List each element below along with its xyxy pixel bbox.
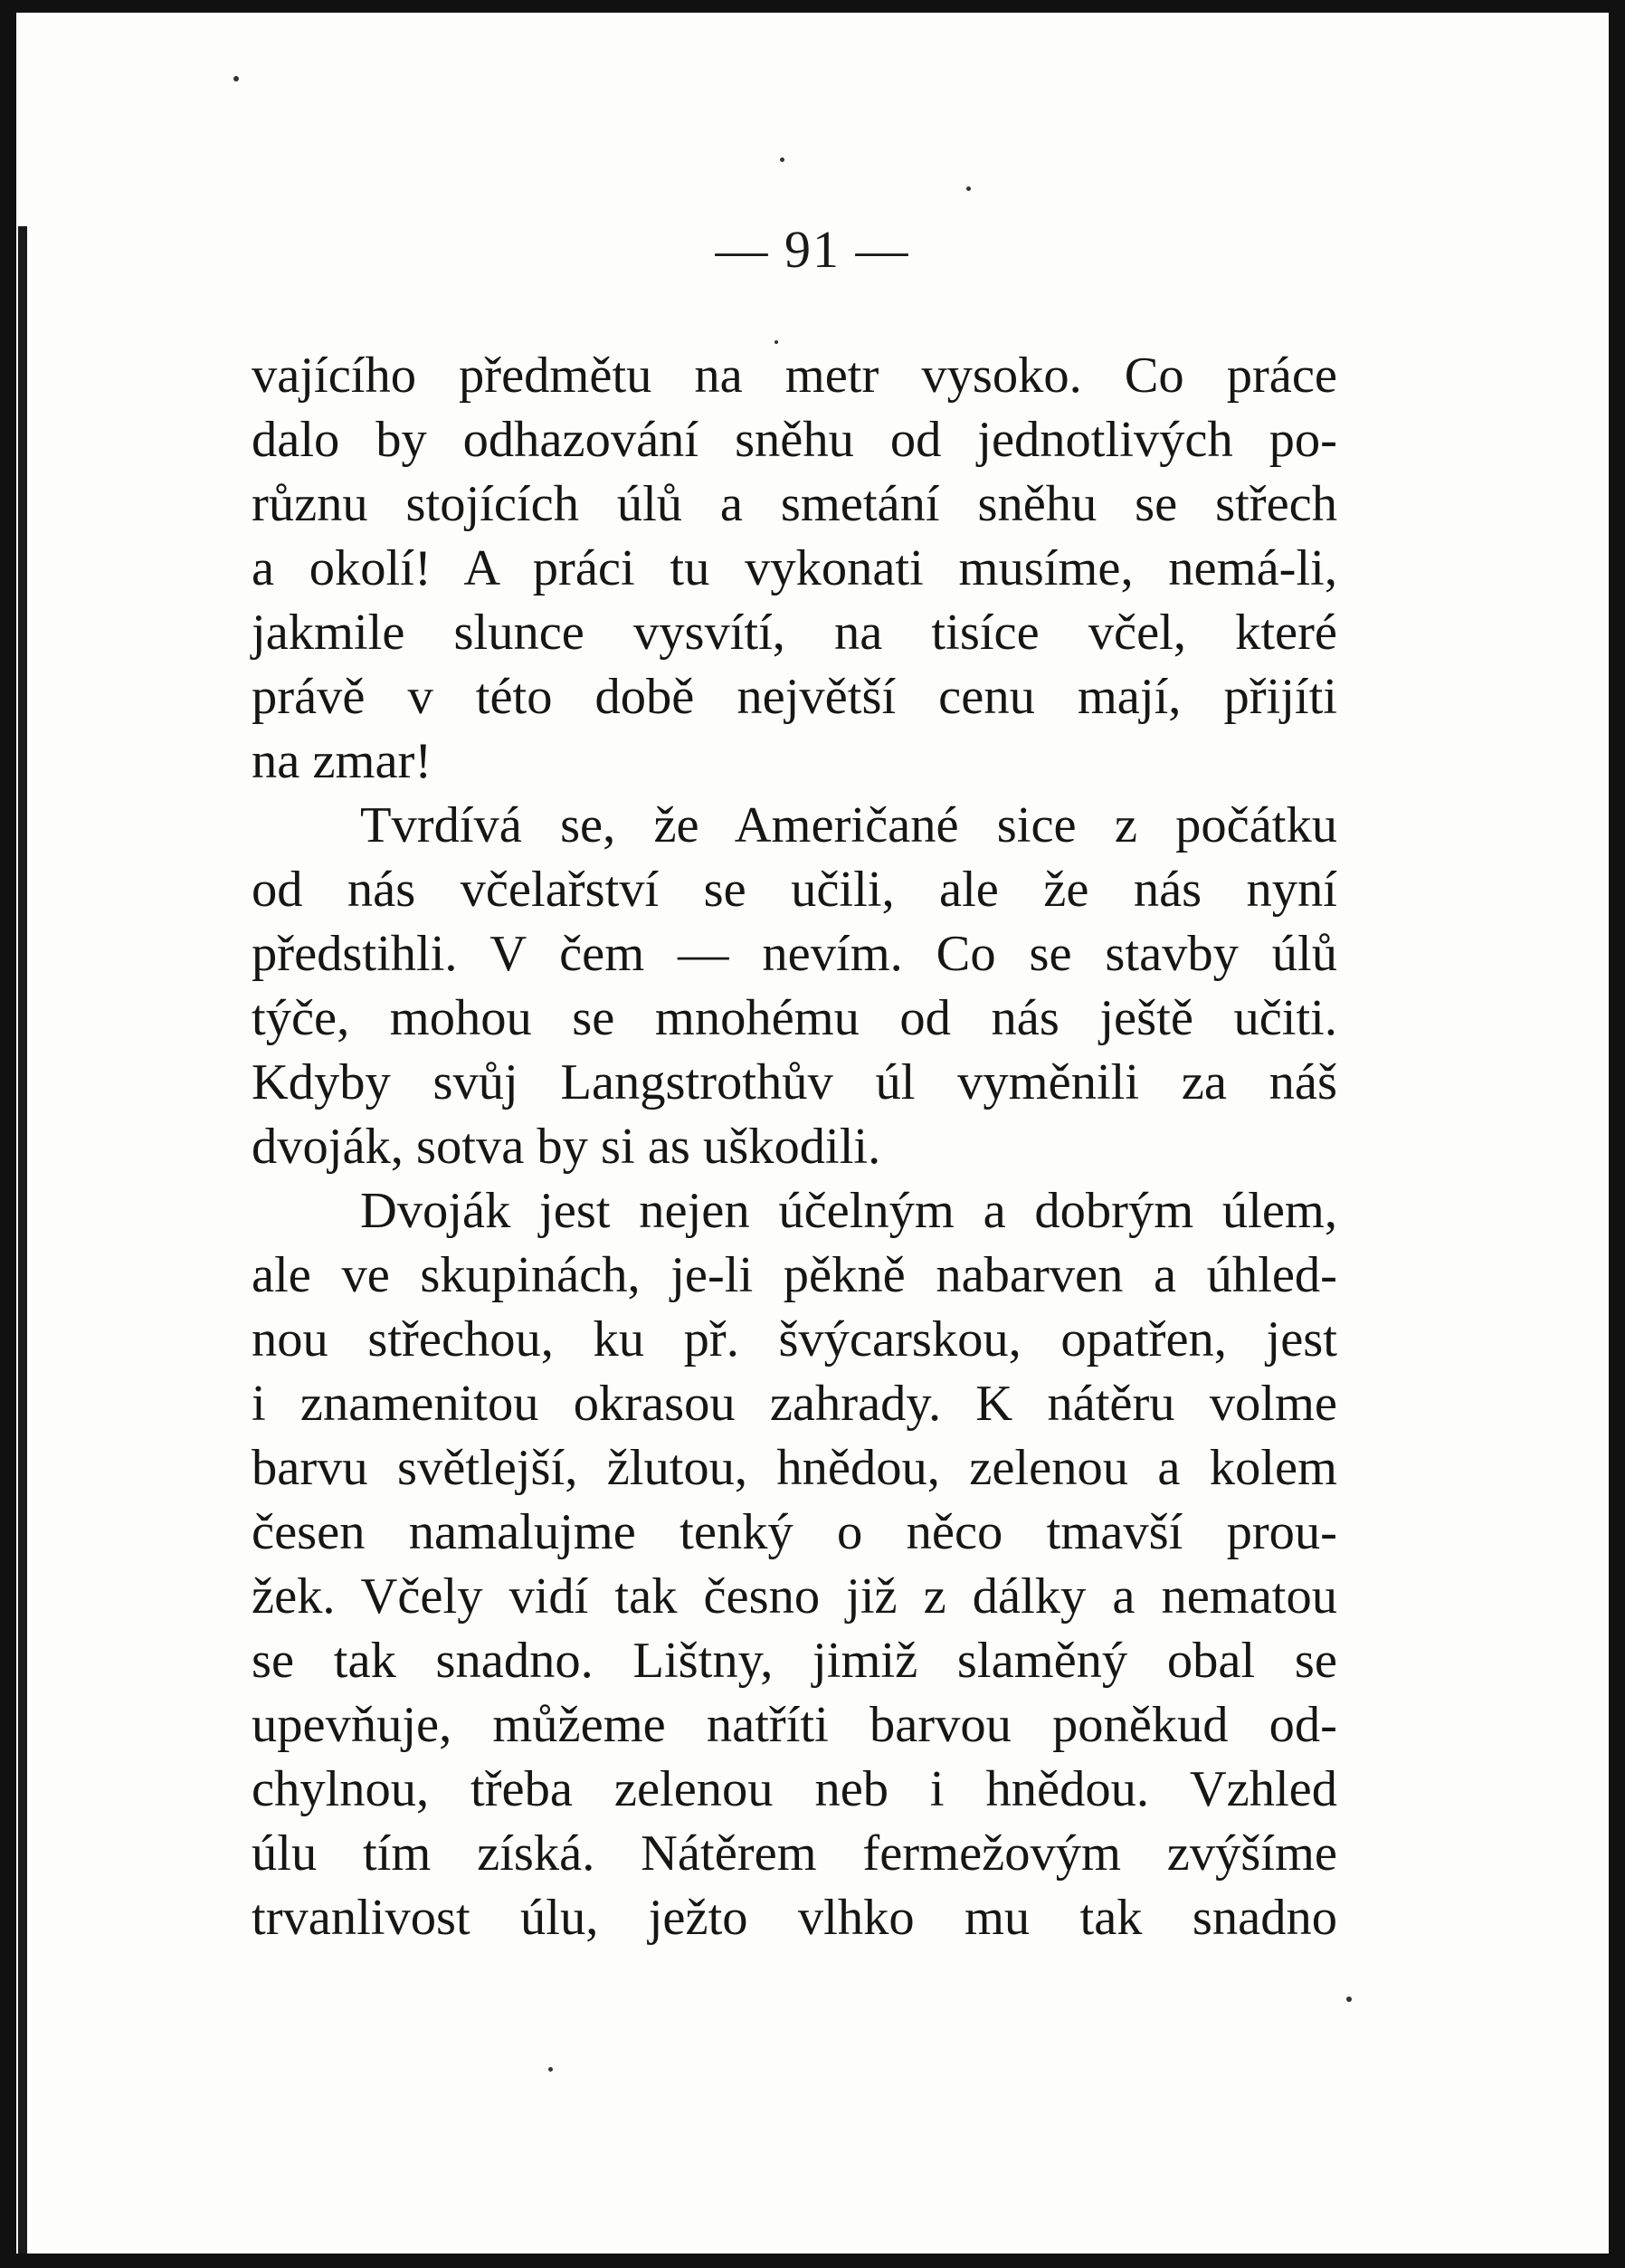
- paragraph: [252, 344, 1337, 794]
- text-line: jakmile slunce vysvítí, na tisíce včel, které: [252, 605, 1337, 661]
- text-line: na zmar!: [252, 733, 432, 789]
- text-line: týče, mohou se mnohému od nás ještě učiti.: [252, 990, 1337, 1046]
- text-line: upevňuje, můžeme natříti barvou poněkud od-: [252, 1697, 1337, 1753]
- text-line: předstihli. V čem — nevím. Co se stavby úlů: [252, 926, 1337, 982]
- dust-speck: [1346, 1996, 1352, 2002]
- text-line: i znamenitou okrasou zahrady. K nátěru volme: [252, 1376, 1337, 1432]
- dust-speck: [780, 157, 784, 162]
- text-line: žek. Včely vidí tak česno již z dálky a nematou: [252, 1568, 1337, 1625]
- text-line: úlu tím získá. Nátěrem fermežovým zvýšíme: [252, 1825, 1337, 1882]
- binding-gutter-shadow: [18, 226, 27, 2254]
- dust-speck: [548, 2067, 553, 2072]
- dust-speck: [966, 186, 971, 191]
- text-line: barvu světlejší, žlutou, hnědou, zelenou a kolem: [252, 1440, 1337, 1496]
- text-line: nou střechou, ku př. švýcarskou, opatřen, jest: [252, 1311, 1337, 1367]
- text-line: různu stojících úlů a smetání sněhu se střech: [252, 476, 1337, 532]
- page-number: — 91 —: [715, 220, 910, 279]
- paragraph: [252, 1179, 1337, 1950]
- scan-border-top: [0, 0, 1625, 13]
- paragraph: [252, 794, 1337, 1179]
- text-line: česen namalujme tenký o něco tmavší prou-: [252, 1504, 1337, 1560]
- text-line: vajícího předmětu na metr vysoko. Co práce: [252, 348, 1337, 404]
- text-line: Dvoják jest nejen účelným a dobrým úlem,: [360, 1183, 1337, 1239]
- body-text: [252, 344, 1337, 1950]
- text-line: ale ve skupinách, je-li pěkně nabarven a úhled-: [252, 1247, 1337, 1303]
- scan-border-left: [0, 0, 16, 2268]
- text-line: trvanlivost úlu, ježto vlhko mu tak snadno: [252, 1890, 1337, 1946]
- text-line: Kdyby svůj Langstrothův úl vyměnili za náš: [252, 1054, 1337, 1110]
- text-line: a okolí! A práci tu vykonati musíme, nemá-li,: [252, 540, 1337, 596]
- text-line: dalo by odhazování sněhu od jednotlivých po-: [252, 412, 1337, 468]
- text-line: dvoják, sotva by si as uškodili.: [252, 1119, 881, 1175]
- text-line: právě v této době největší cenu mají, přijíti: [252, 669, 1337, 725]
- scan-border-bottom: [0, 2254, 1625, 2268]
- text-line: od nás včelařství se učili, ale že nás nyní: [252, 862, 1337, 918]
- text-line: se tak snadno. Lištny, jimiž slaměný obal se: [252, 1633, 1337, 1689]
- text-line: Tvrdívá se, že Američané sice z počátku: [360, 797, 1337, 853]
- scan-border-right: [1609, 0, 1625, 2268]
- text-line: chylnou, třeba zelenou neb i hnědou. Vzhled: [252, 1761, 1337, 1817]
- dust-speck: [233, 76, 239, 81]
